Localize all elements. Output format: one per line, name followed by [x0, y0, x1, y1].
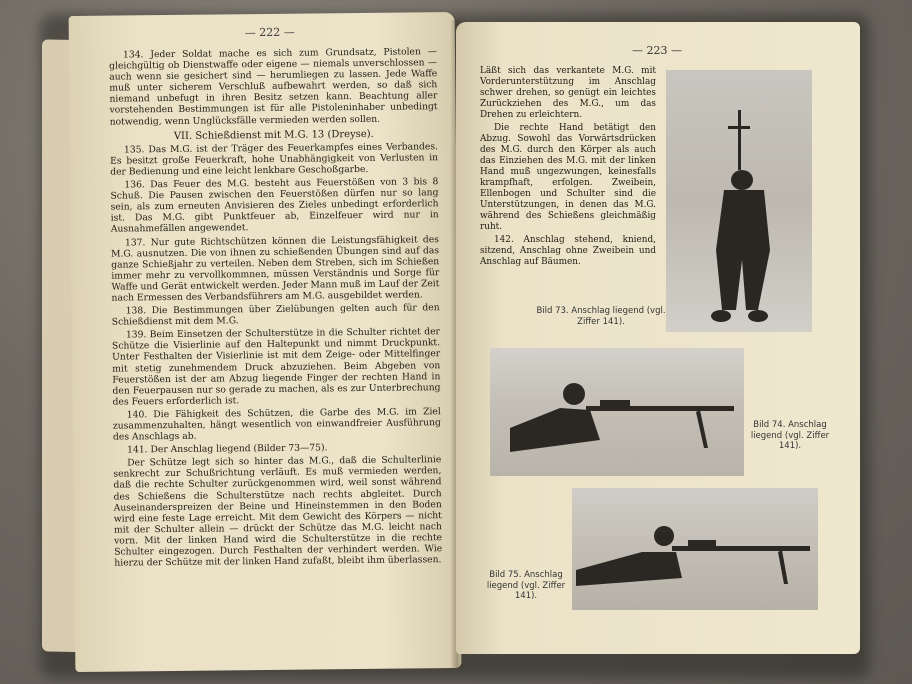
paragraph-142: 142. Anschlag stehend, kniend, sitzend, Anschlag ohne Zweibein und Anschlag auf Bäumen. — [480, 235, 656, 267]
paragraph-141-cont2: Die rechte Hand betätigt den Abzug. Sowohl das Vorwärtsdrücken des M.G. durch den Körper als auch das Einziehen des M.G. mit der linken Hand muß ungezwungen, keinesfalls krampfhaft, erfolgen. Zweibein, Ellenbogen und Schulter sind die Unterstützungen, in denen das M.G. während des Schießens gleichmäßig ruht. — [480, 123, 656, 232]
figure-74-photo — [490, 348, 744, 476]
page-number-right: — 223 — — [632, 44, 682, 57]
paragraph-137: 137. Nur gute Richtschützen können die Leistungsfähigkeit des M.G. ausnutzen. Die von ihnen zu schießenden Übungen sind auf das ganze Schießjahr zu verteilen. Neben dem Streben, sich im Schießen immer mehr zu vervollkommnen, müssen Verständnis und Sorge für Waffe und Gerät entwickelt werden. Jeder Mann muß im Lauf der Zeit nach Ermessen des Verbandsführers am M.G. ausgebildet werden. — [111, 233, 440, 304]
figure-74-caption: Bild 74. Anschlag liegend (vgl. Ziffer 141). — [750, 420, 830, 451]
left-page-text — [109, 46, 442, 571]
figure-75-caption: Bild 75. Anschlag liegend (vgl. Ziffer 141). — [486, 570, 566, 601]
figure-73-caption: Bild 73. Anschlag liegend (vgl. Ziffer 141). — [536, 306, 666, 327]
paragraph-134: 134. Jeder Soldat mache es sich zum Grundsatz, Pistolen — gleichgültig ob Dienstwaffe oder eigene — niemals unverschlossen — auch wenn sie gesichert sind — herumliegen zu lassen. Jede Waffe muß unter sicherem Verschluß aufbewahrt werden, so daß sich niemand unbefugt in ihren Besitz setzen kann. Beachtung aller vorstehenden Bestimmungen ist für alle Pistoleninhaber unbedingt notwendig, wenn Unglücksfälle vermieden werden sollen. — [109, 46, 438, 128]
paragraph-141-heading: 141. Der Anschlag liegend (Bilder 73—75). — [127, 442, 328, 456]
paragraph-138: 138. Die Bestimmungen über Zielübungen gelten auch für den Schießdienst mit dem M.G. — [111, 302, 440, 328]
figure-75-photo — [572, 488, 818, 610]
paragraph-136: 136. Das Feuer des M.G. besteht aus Feuerstößen von 3 bis 8 Schuß. Die Pausen zwischen den Feuerstößen dürfen nur so lang sein, als zum erneuten Anvisieren des Zieles unbedingt erforderlich ist. Das M.G. gibt Punktfeuer ab, Einzelfeuer wird nur in Ausnahmefällen angewendet. — [110, 176, 439, 236]
right-page — [456, 22, 860, 654]
figure-73-photo — [666, 70, 812, 332]
paragraph-141-cont: Läßt sich das verkantete M.G. mit Vorderunterstützung im Anschlag schwer drehen, so genügt ein leichtes Zurückziehen des M.G., um das Drehen zu erleichtern. — [480, 66, 656, 120]
right-page-text — [480, 66, 656, 270]
section-heading: VII. Schießdienst mit M.G. 13 (Dreyse). — [173, 128, 374, 142]
paragraph-140: 140. Die Fähigkeit des Schützen, die Garbe des M.G. im Ziel zusammenzuhalten, hängt wesentlich von einwandfreier Ausführung des Anschlags ab. — [112, 406, 441, 443]
page-number-left: — 222 — — [244, 25, 295, 40]
paragraph-141-body: Der Schütze legt sich so hinter das M.G., daß die Schulterlinie senkrecht zur Schußrichtung verläuft. Es muß vermieden werden, daß die rechte Schulter zurückgenommen wird, weil sonst während des Schießens die Schulterstütze nach rechts abgleitet. Durch Auseinanderspreizen der Beine und Hineinstemmen in den Boden wird eine feste Lage erreicht. Mit dem Gewicht des Körpers — nicht mit der Schulter allein — drückt der Schütze das M.G. leicht nach vorn. Mit der linken Hand wird die Schulterstütze in die rechte Schulter eingezogen. Durch Festhalten der verhindert werden. Wie hierzu der Schütze mit der linken Hand zufaßt, bleibt ihm überlassen. — [113, 454, 443, 569]
paragraph-139: 139. Beim Einsetzen der Schulterstütze in die Schulter richtet der Schütze die Visierlinie auf den Haltepunkt und nimmt Druckpunkt. Unter Festhalten der Visierlinie ist mit dem Zeige- oder Mittelfinger mit stetig zunehmendem Druck abzuziehen. Beim Abgeben von Feuerstößen ist der am Abzug liegende Finger der rechten Hand in den Feuerpausen nur so gerade zu machen, als es zur Unterbrechung des Feuers erforderlich ist. — [111, 326, 441, 408]
left-page — [69, 12, 462, 672]
paragraph-135: 135. Das M.G. ist der Träger des Feuerkampfes eines Verbandes. Es besitzt große Feuerkraft, hohe Unabhängigkeit von Verlusten in der Bedienung und eine leicht lenkbare Geschoßgarbe. — [110, 140, 439, 178]
